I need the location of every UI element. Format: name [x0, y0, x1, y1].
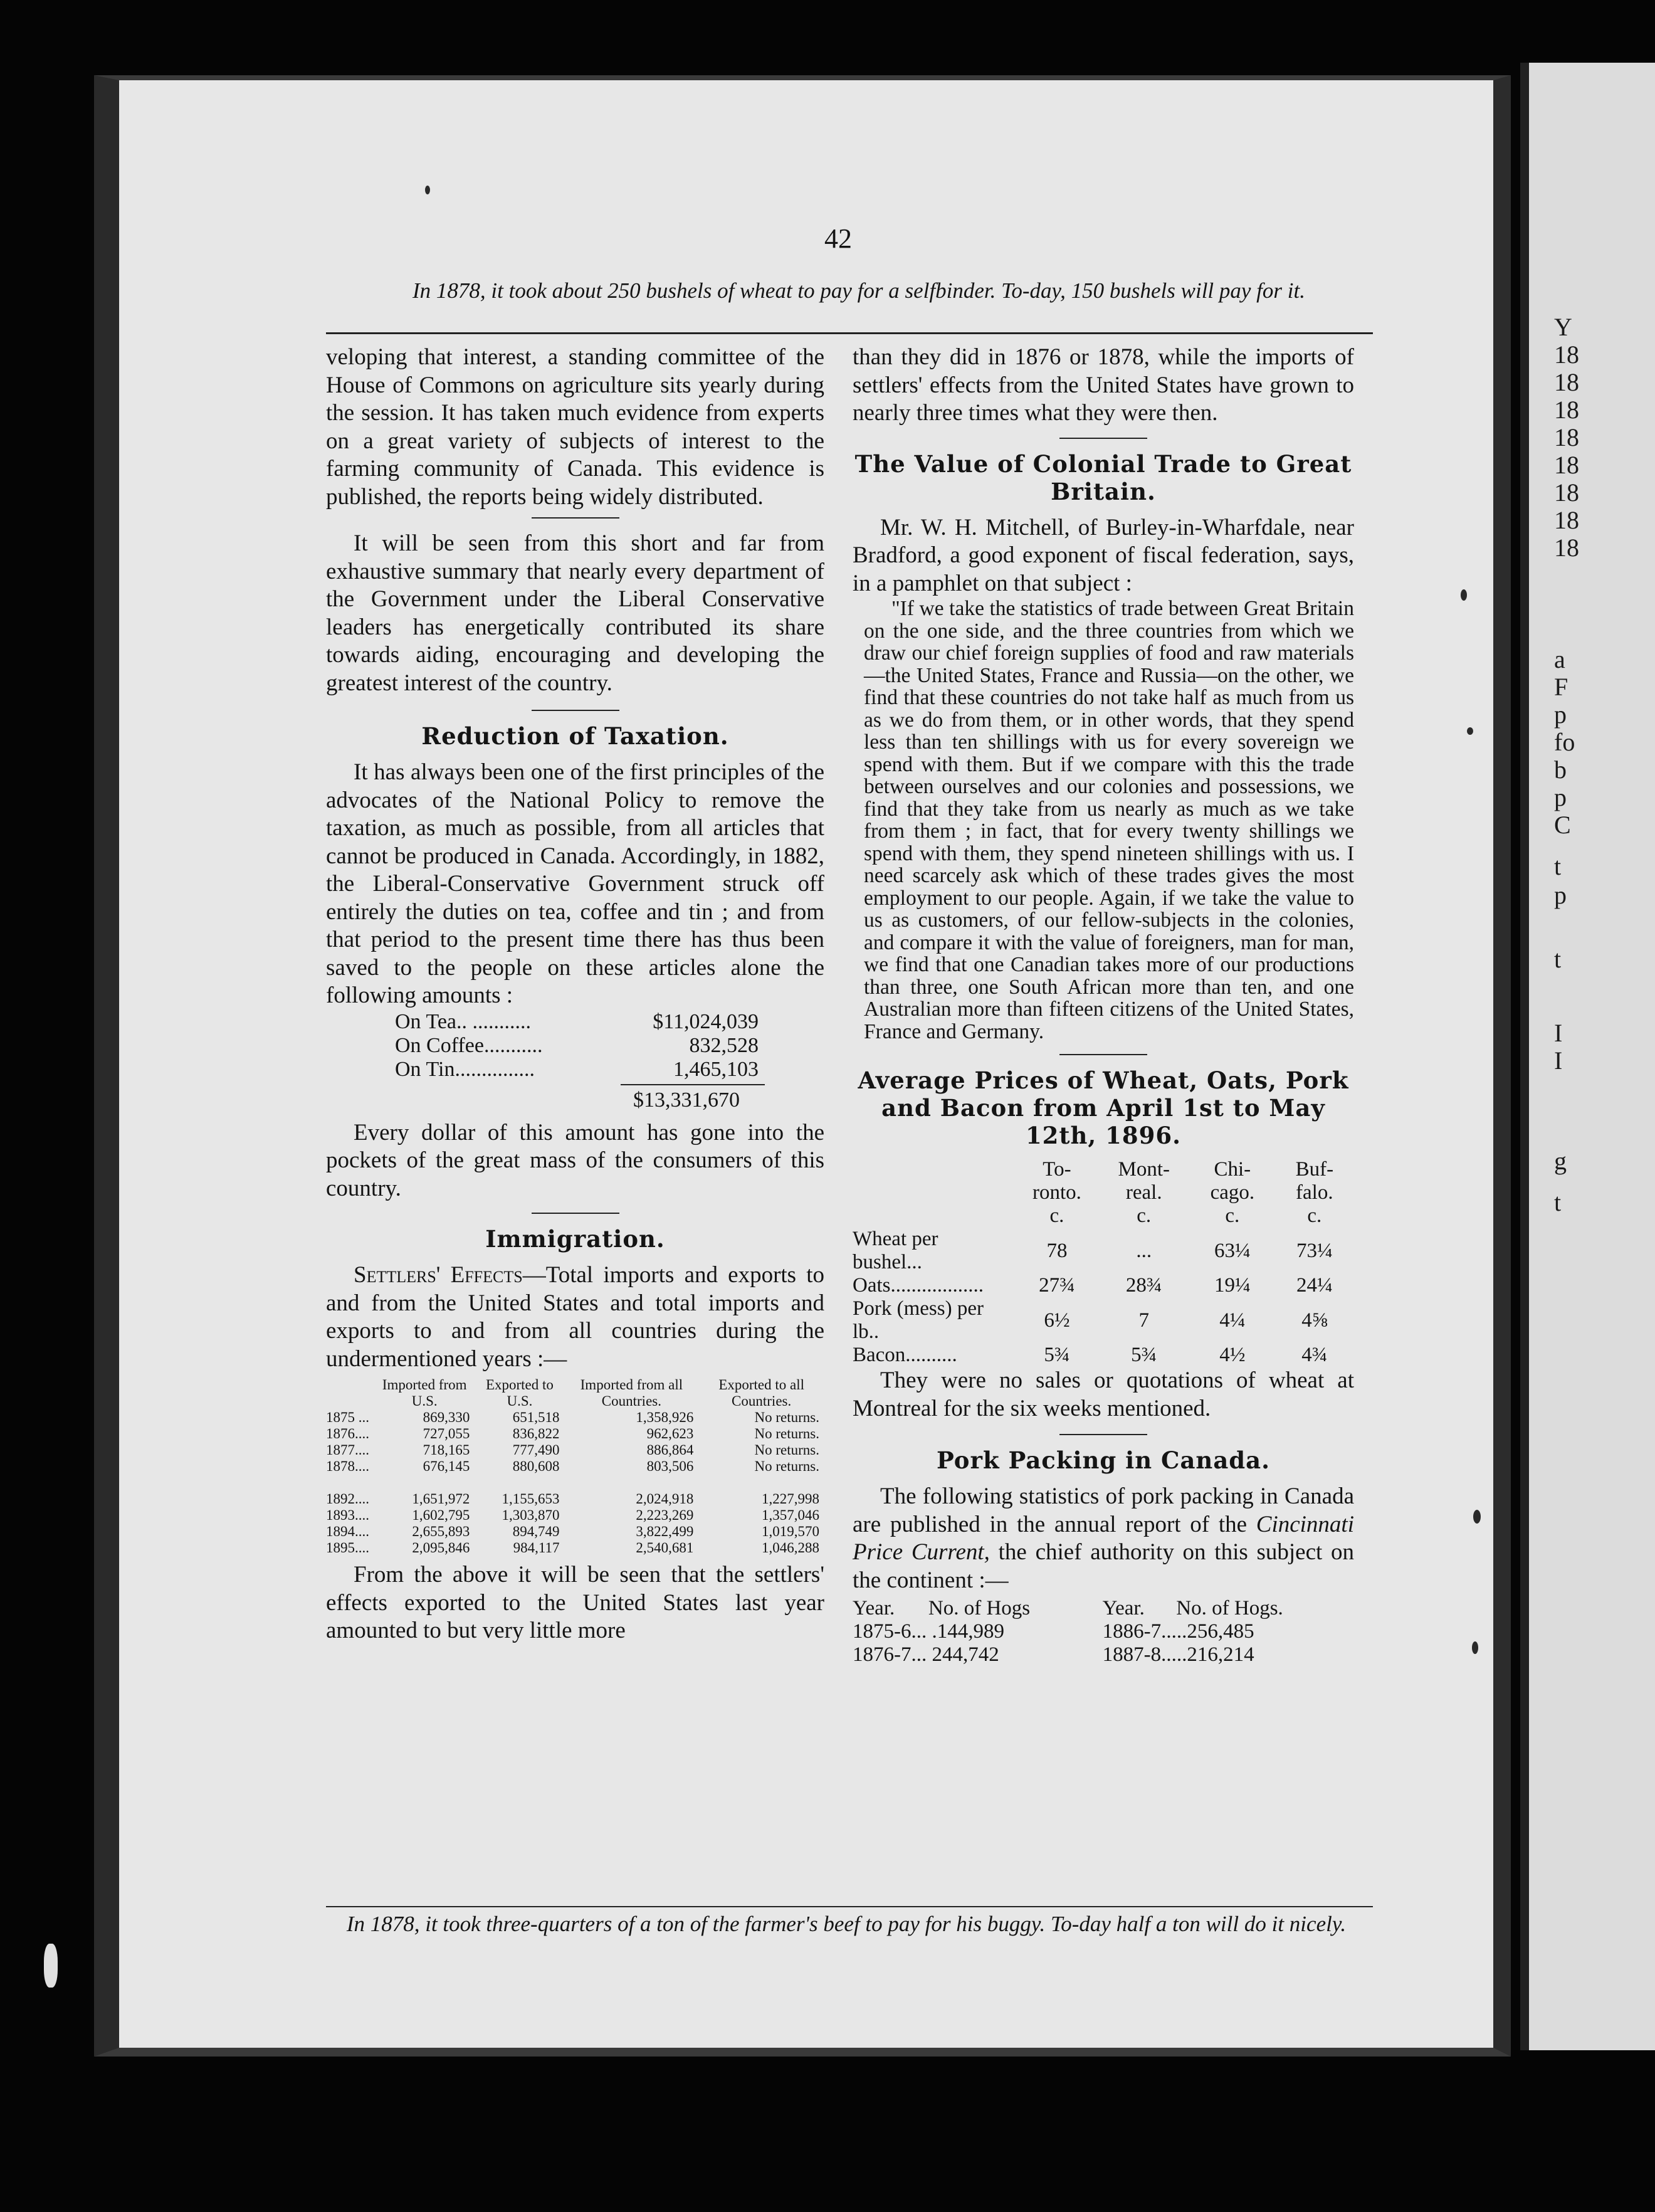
table-cell: 1,046,288	[762, 1540, 819, 1556]
table-cell: 836,822	[512, 1426, 560, 1441]
section-divider	[1059, 1054, 1147, 1055]
edge-glyph: C	[1554, 811, 1571, 839]
table-row	[853, 1643, 1354, 1667]
table-cell: 1875 ...	[326, 1409, 369, 1425]
scan-speck	[44, 1944, 58, 1988]
prices-note: They were no sales or quotations of wheat at Montreal for the six weeks mentioned.	[853, 1367, 1354, 1421]
tax-total: $13,331,670	[633, 1088, 824, 1113]
amount-value: $11,024,039	[653, 1009, 759, 1033]
table-cell: 4½	[1219, 1344, 1246, 1366]
table-cell: 676,145	[423, 1458, 470, 1474]
table-header-row	[853, 1158, 1354, 1204]
table-header: Exported to all Countries.	[718, 1377, 804, 1409]
table-cell: 6½	[1044, 1309, 1070, 1332]
table-cell: 962,623	[646, 1426, 694, 1441]
table-cell: 1895....	[326, 1540, 369, 1556]
table-row	[326, 1458, 824, 1475]
edge-glyph: F	[1554, 673, 1568, 701]
edge-glyph: I	[1554, 1019, 1563, 1047]
table-cell: Oats..................	[853, 1274, 984, 1297]
table-cell: 1,358,926	[636, 1409, 694, 1425]
table-header: Exported to U.S.	[485, 1377, 554, 1409]
table-cell: 28¾	[1125, 1274, 1162, 1297]
table-row	[853, 1620, 1354, 1643]
table-cell: 1,651,972	[412, 1491, 470, 1507]
table-cell: 2,095,846	[412, 1540, 470, 1556]
top-rule	[326, 332, 1373, 334]
pork-text-after: the chief authority on this subject on the continent :—	[853, 1539, 1355, 1593]
table-cell: 651,518	[512, 1409, 560, 1425]
table-row	[853, 1344, 1354, 1367]
section-divider	[532, 517, 619, 519]
amount-row	[395, 1034, 759, 1058]
adjacent-page-edge	[1520, 63, 1655, 2050]
amount-label: On Tea.. ...........	[395, 1009, 532, 1033]
edge-glyph: 18	[1554, 340, 1579, 369]
edge-glyph: p	[1554, 700, 1567, 729]
section-divider	[1059, 1434, 1147, 1435]
immigration-paragraph	[326, 1261, 824, 1373]
section-divider	[532, 1213, 619, 1214]
table-cell: 5¾	[1044, 1344, 1070, 1366]
amount-label: On Tin...............	[395, 1057, 535, 1081]
table-row	[853, 1274, 1354, 1297]
edge-glyph: p	[1554, 881, 1567, 909]
summary-paragraph: It will be seen from this short and far from exhaustive summary that nearly every department of the Government under the Liberal Conservative leaders has energetically contributed its share towards aiding, encouraging and developing the greatest interest of the country.	[326, 530, 824, 696]
immigration-heading: Immigration.	[485, 1225, 665, 1253]
table-row	[326, 1426, 824, 1442]
table-row	[326, 1442, 824, 1458]
table-cell: 727,055	[423, 1426, 470, 1441]
table-cell: 894,749	[512, 1524, 560, 1539]
table-cell: 803,506	[646, 1458, 694, 1474]
table-cell: c.	[1137, 1204, 1152, 1227]
table-cell: 1878....	[326, 1458, 369, 1474]
table-units-row	[853, 1204, 1354, 1228]
edge-glyph: t	[1554, 852, 1562, 880]
edge-glyph: b	[1554, 756, 1567, 784]
table-cell: 19¼	[1214, 1274, 1251, 1297]
colonial-quote: "If we take the statistics of trade between Great Britain on the one side, and the three countries from which we draw our chief foreign supplies of food and raw materials—the United States, France and Russia—on the other, we find that these countries do not take half as much from us as we do from them, or in other words, that they spend less than ten shillings with us for every sovereign we spend with them. But if we compare with this the trade between ourselves and our colonies and possessions, we find that they take from us nearly as much as we take from them ; in fact, that for every twenty shillings we spend with them, they spend nineteen shillings with us. I need scarcely ask which of these trades gives the most employment to our people. Again, if we take the value to us as customers, of our fellow-subjects in the colonies, and compare it with the value of foreigners, man for man, we find that one Canadian takes more of our productions than three, one South African more than ten, and one Australian more than fifteen citizens of the United States, France and Germany.	[864, 597, 1354, 1043]
table-header: Year.	[1102, 1597, 1145, 1620]
table-cell: No returns.	[754, 1442, 819, 1458]
table-cell: 7	[1138, 1309, 1149, 1332]
settlers-effects-lead: Settlers' Effects	[354, 1262, 523, 1288]
table-row	[326, 1540, 824, 1556]
pork-text-before: The following statistics of pork packing in Canada are published in the annual report of the	[853, 1483, 1354, 1537]
edge-glyph: I	[1554, 1046, 1563, 1075]
table-header: Buf-falo.	[1295, 1158, 1334, 1204]
tax-amounts-list	[395, 1010, 824, 1082]
colonial-intro: Mr. W. H. Mitchell, of Burley-in-Wharfdale, near Bradford, a good exponent of fiscal federation, says, in a pamphlet on that subject :	[853, 514, 1354, 596]
table-header-row	[853, 1597, 1354, 1620]
table-cell	[853, 1204, 1016, 1228]
table-cell: 1892....	[326, 1491, 369, 1507]
table-cell: 1,227,998	[762, 1491, 819, 1507]
edge-glyph: t	[1554, 945, 1562, 973]
table-row	[326, 1524, 824, 1540]
amount-value: 1,465,103	[673, 1057, 759, 1081]
hogs-table	[853, 1597, 1354, 1667]
edge-glyph: 18	[1554, 478, 1579, 507]
amount-row	[395, 1010, 759, 1034]
table-row	[853, 1297, 1354, 1344]
table-header: To-ronto.	[1032, 1158, 1081, 1204]
pork-heading: Pork Packing in Canada.	[936, 1446, 1271, 1474]
scan-speck	[1467, 727, 1473, 735]
immigration-table	[326, 1377, 824, 1556]
edge-glyph: p	[1554, 783, 1567, 811]
prices-table	[853, 1158, 1354, 1367]
table-cell: Bacon..........	[853, 1344, 957, 1366]
right-column	[853, 344, 1354, 1667]
edge-glyph: a	[1554, 645, 1565, 673]
table-cell: 1886-7.....256,485	[1102, 1620, 1254, 1643]
table-cell: 1,303,870	[502, 1507, 560, 1523]
edge-glyph: t	[1554, 1188, 1562, 1216]
table-cell: c.	[1307, 1204, 1322, 1227]
scan-speck	[425, 186, 430, 194]
prices-heading: Average Prices of Wheat, Oats, Pork and Bacon from April 1st to May 12th, 1896.	[858, 1066, 1349, 1149]
table-header: Mont-real.	[1118, 1158, 1170, 1204]
table-cell: Wheat per bushel...	[853, 1228, 938, 1273]
table-row	[326, 1507, 824, 1524]
edge-glyph: fo	[1554, 728, 1575, 756]
table-spacer	[326, 1475, 824, 1491]
table-cell: 1875-6... .144,989	[853, 1620, 1004, 1643]
pork-paragraph	[853, 1483, 1354, 1594]
edge-glyph: 18	[1554, 506, 1579, 534]
table-cell: 5¾	[1131, 1344, 1157, 1366]
taxation-closing: Every dollar of this amount has gone into the pockets of the great mass of the consumers of this country.	[326, 1119, 824, 1201]
table-cell: 2,223,269	[636, 1507, 694, 1523]
edge-glyph: 18	[1554, 451, 1579, 479]
colonial-heading: The Value of Colonial Trade to Great Britain.	[854, 450, 1352, 505]
bottom-banner: In 1878, it took three-quarters of a ton of the farmer's beef to pay for his buggy. To-day half a ton will do it nicely.	[346, 1912, 1347, 1936]
table-cell: 777,490	[512, 1442, 560, 1458]
table-cell: c.	[1049, 1204, 1064, 1227]
scan-speck	[1461, 589, 1467, 601]
table-cell: No returns.	[754, 1458, 819, 1474]
table-header: Imported from all Countries.	[580, 1377, 683, 1409]
table-cell: 4¾	[1301, 1344, 1328, 1366]
table-cell: 3,822,499	[636, 1524, 694, 1539]
immigration-closing: From the above it will be seen that the settlers' effects exported to the United States last year amounted to but very little more	[326, 1562, 824, 1643]
table-cell: 1,019,570	[762, 1524, 819, 1539]
opening-paragraph: veloping that interest, a standing committee of the House of Commons on agriculture sits yearly during the session. It has taken much evidence from experts on a great variety of subjects of interest to the farming community of Canada. This evidence is published, the reports being widely distributed.	[326, 344, 824, 510]
table-cell: c.	[1225, 1204, 1240, 1227]
table-header	[853, 1158, 1016, 1204]
table-row	[326, 1409, 824, 1426]
publication-title: Cincinnati Price Current,	[853, 1511, 1354, 1565]
amount-label: On Coffee...........	[395, 1033, 543, 1057]
table-cell: 1876....	[326, 1426, 369, 1441]
table-row	[853, 1228, 1354, 1274]
left-column	[326, 344, 824, 1645]
page-number: 42	[824, 223, 852, 254]
immigration-text: —Total imports and exports to and from the United States and total imports and exports to and from all countries during the undermentioned years :—	[326, 1262, 824, 1372]
scan-speck	[1473, 1510, 1481, 1524]
table-cell: 24¼	[1296, 1274, 1333, 1297]
table-cell: 869,330	[423, 1409, 470, 1425]
edge-glyph: 18	[1554, 396, 1579, 424]
amount-row	[395, 1058, 759, 1082]
table-row	[326, 1491, 824, 1507]
table-cell: 4⅝	[1301, 1309, 1328, 1332]
taxation-heading: Reduction of Taxation.	[421, 722, 729, 750]
edge-glyph: g	[1554, 1147, 1567, 1175]
table-header: No. of Hogs.	[1176, 1597, 1283, 1620]
table-cell: 1876-7... 244,742	[853, 1643, 999, 1666]
edge-glyph: 18	[1554, 534, 1579, 562]
amount-value: 832,528	[689, 1033, 759, 1057]
continuation-paragraph: than they did in 1876 or 1878, while the imports of settlers' effects from the United States have grown to nearly three times what they were then.	[853, 344, 1354, 426]
taxation-paragraph: It has always been one of the first principles of the advocates of the National Policy to remove the taxation, as much as possible, from all articles that cannot be produced in Canada. Accordingly, in 1882, the Liberal-Conservative Government struck off entirely the duties on tea, coffee and tin ; and from that period to the present time there has thus been saved to the people on these articles alone the following amounts :	[326, 759, 824, 1008]
table-cell: No returns.	[754, 1426, 819, 1441]
table-cell: 1887-8.....216,214	[1102, 1643, 1254, 1666]
table-cell: 1893....	[326, 1507, 369, 1523]
table-header: Chi-cago.	[1210, 1158, 1255, 1204]
top-banner: In 1878, it took about 250 bushels of wheat to pay for a selfbinder. To-day, 150 bushels will pay for it.	[412, 278, 1305, 303]
edge-glyph: 18	[1554, 368, 1579, 396]
table-cell: ...	[1136, 1239, 1152, 1262]
scan-speck	[1472, 1641, 1478, 1654]
table-header	[326, 1377, 374, 1409]
table-cell: 886,864	[646, 1442, 694, 1458]
table-cell: 1877....	[326, 1442, 369, 1458]
table-cell: 1,155,653	[502, 1491, 560, 1507]
table-cell: 4¼	[1219, 1309, 1246, 1332]
table-cell: Pork (mess) per lb..	[853, 1297, 984, 1343]
table-header: Imported from U.S.	[382, 1377, 467, 1409]
table-cell: 718,165	[423, 1442, 470, 1458]
table-cell: 63¼	[1214, 1239, 1251, 1262]
table-cell: 2,540,681	[636, 1540, 694, 1556]
table-header-row	[326, 1377, 824, 1409]
section-divider	[1059, 438, 1147, 439]
table-cell: 880,608	[512, 1458, 560, 1474]
edge-glyph: Y	[1554, 313, 1572, 341]
edge-glyph: 18	[1554, 423, 1579, 451]
section-divider	[532, 710, 619, 711]
table-cell: 1,357,046	[762, 1507, 819, 1523]
table-cell: 78	[1046, 1239, 1068, 1262]
table-cell: 2,024,918	[636, 1491, 694, 1507]
table-cell: 73¼	[1296, 1239, 1333, 1262]
table-cell: 27¾	[1039, 1274, 1075, 1297]
table-cell: 1,602,795	[412, 1507, 470, 1523]
table-cell: 1894....	[326, 1524, 369, 1539]
table-header: No. of Hogs	[928, 1597, 1031, 1620]
bottom-rule	[326, 1906, 1373, 1907]
table-header: Year.	[853, 1597, 895, 1620]
table-cell: 2,655,893	[412, 1524, 470, 1539]
table-cell: No returns.	[754, 1409, 819, 1425]
table-cell: 984,117	[513, 1540, 560, 1556]
